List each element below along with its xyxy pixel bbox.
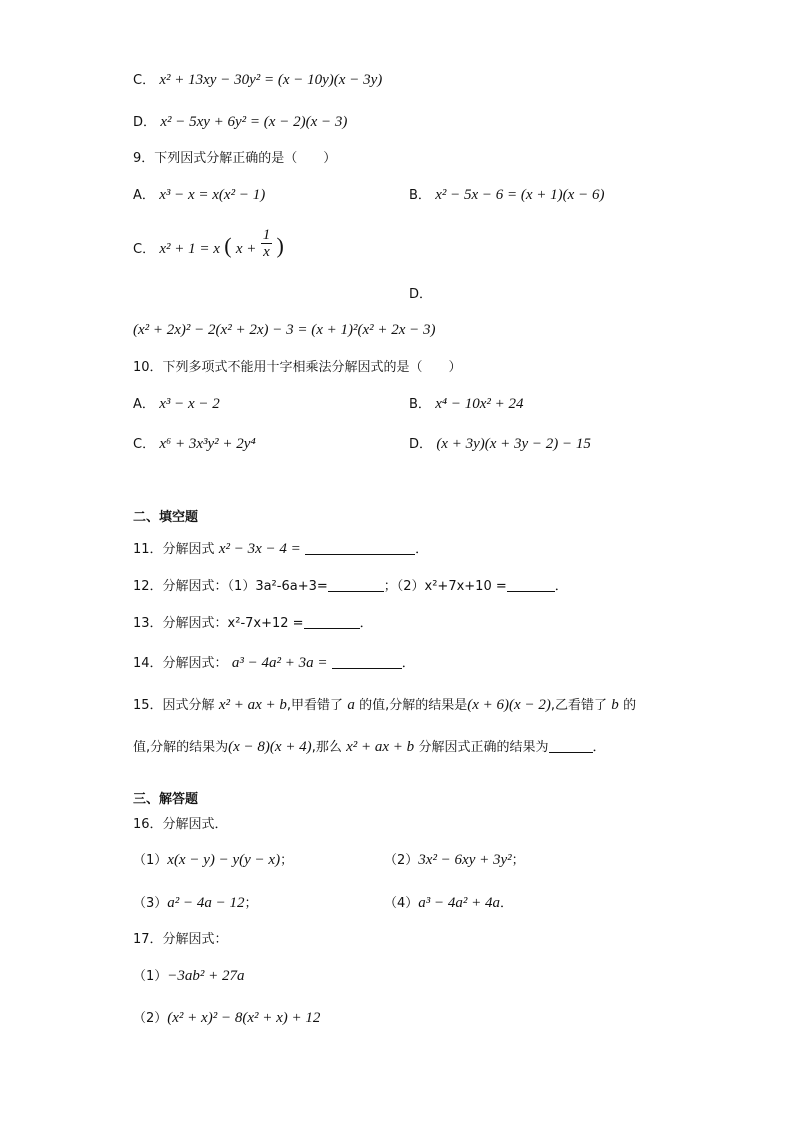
q15-math: (x + 6)(x − 2) (467, 697, 551, 713)
q9-option-d-label: D． (409, 287, 433, 302)
option-math: x² − 5x − 6 = (x + 1)(x − 6) (435, 187, 605, 203)
part-label: （3） (133, 896, 168, 911)
option-math: x² + 1 = x (159, 241, 220, 257)
option-math: x² − 5xy + 6y² = (x − 2)(x − 3) (160, 114, 348, 130)
q15-text: ,那么 (311, 740, 342, 755)
q13-end: ． (359, 616, 373, 631)
section-title-solve: 三、解答题 (133, 792, 199, 807)
q10-stem: 10．下列多项式不能用十字相乘法分解因式的是（ ） (133, 360, 462, 375)
q15-text: 值,分解的结果为 (133, 740, 229, 755)
q14-text: 14．分解因式： (133, 656, 228, 671)
fraction (261, 227, 273, 260)
q12-end: ． (554, 579, 568, 594)
answer-blank (332, 654, 402, 669)
q14-end: ． (401, 656, 415, 671)
option-math: x⁶ + 3x³y² + 2y⁴ (159, 436, 256, 452)
answer-blank (328, 577, 384, 592)
q15-text: 的值,分解的结果是 (359, 698, 468, 713)
q15-text: 分解因式正确的结果为 (418, 740, 549, 755)
q15-math: x² + ax + b (346, 739, 415, 755)
q10-option-b (409, 394, 524, 415)
option-label: A． (133, 188, 155, 203)
part-math: x(x − y) − y(y − x) (167, 852, 281, 868)
option-math: x² + 13xy − 30y² = (x − 10y)(x − 3y) (159, 72, 383, 88)
q11-text: 11．分解因式 (133, 542, 215, 557)
q10-option-d (409, 434, 591, 455)
fraction-numerator: 1 (262, 227, 271, 243)
q16-stem: 16．分解因式． (133, 817, 228, 832)
q12-text: 12．分解因式：（1）3a²-6a+3= (133, 579, 328, 594)
option-label: A． (133, 397, 155, 412)
option-math: (x² + 2x)² − 2(x² + 2x) − 3 = (x + 1)²(x² + 2x − 3) (133, 322, 436, 338)
part-end: ． (500, 896, 514, 911)
q8-option-d (133, 112, 347, 133)
part-math: (x² + x)² − 8(x² + x) + 12 (167, 1010, 321, 1026)
q9-option-c (133, 227, 284, 264)
q15-line-2 (133, 737, 606, 758)
option-label: D． (409, 437, 433, 452)
option-label: C． (133, 437, 156, 452)
q12 (133, 576, 568, 597)
part-label: （2） (133, 1011, 168, 1026)
q17-stem: 17．分解因式： (133, 932, 228, 947)
q15-text: ,乙看错了 (550, 698, 607, 713)
q11-math: x² − 3x − 4 = (218, 541, 301, 557)
option-label: D． (133, 115, 157, 130)
option-label: B． (409, 397, 431, 412)
right-paren: ) (276, 233, 284, 258)
q16-part-2 (384, 850, 525, 871)
q11-end: ． (415, 542, 429, 557)
q16-part-3 (133, 893, 258, 914)
part-label: （1） (133, 853, 168, 868)
q14-math: a³ − 4a² + 3a = (231, 655, 328, 671)
part-end: ； (511, 853, 525, 868)
part-math: a² − 4a − 12 (167, 895, 245, 911)
q9-option-d (133, 320, 436, 340)
part-label: （2） (384, 853, 419, 868)
part-math: −3ab² + 27a (167, 968, 245, 984)
q10-option-a (133, 394, 220, 415)
left-paren: ( (224, 233, 232, 258)
q8-option-c (133, 70, 382, 91)
option-math: x³ − x = x(x² − 1) (159, 187, 266, 203)
q15-line-1 (133, 695, 636, 716)
part-end: ； (244, 896, 258, 911)
option-math: x⁴ − 10x² + 24 (435, 396, 524, 412)
q15-text: 的 (623, 698, 637, 713)
q13-text: 13．分解因式：x²-7x+12 = (133, 616, 304, 631)
option-label: C． (133, 242, 156, 257)
q11 (133, 539, 428, 560)
q17-part-1 (133, 966, 245, 987)
q15-math: (x − 8)(x + 4) (228, 739, 312, 755)
q15-math: x² + ax + b (218, 697, 287, 713)
q16-part-4 (384, 893, 513, 914)
part-math: 3x² − 6xy + 3y² (418, 852, 512, 868)
q15-math: b (611, 697, 619, 713)
option-math: x³ − x − 2 (159, 396, 220, 412)
part-label: （1） (133, 969, 168, 984)
section-title-fill-blank: 二、填空题 (133, 510, 199, 525)
q9-stem: 9．下列因式分解正确的是（ ） (133, 151, 337, 166)
q15-text: ,甲看错了 (286, 698, 344, 713)
q13 (133, 613, 373, 634)
q9-option-b (409, 185, 604, 206)
q16-part-1 (133, 850, 293, 871)
part-math: a³ − 4a² + 4a (418, 895, 501, 911)
fraction-denominator: x (263, 244, 270, 260)
option-math: (x + 3y)(x + 3y − 2) − 15 (436, 436, 591, 452)
q15-end: ． (592, 740, 606, 755)
answer-blank (304, 614, 360, 629)
q17-part-2 (133, 1008, 320, 1029)
q15-math: a (347, 697, 355, 713)
q10-option-c (133, 434, 256, 455)
answer-blank (549, 738, 593, 753)
part-end: ； (280, 853, 294, 868)
q12-mid: ；（2）x²+7x+10 = (383, 579, 507, 594)
answer-blank (305, 540, 415, 555)
variable-x: x + (235, 241, 257, 257)
answer-blank (507, 577, 555, 592)
q14 (133, 653, 415, 674)
q9-option-a (133, 185, 265, 206)
q15-text: 15．因式分解 (133, 698, 215, 713)
option-label: C． (133, 73, 156, 88)
option-label: B． (409, 188, 431, 203)
part-label: （4） (384, 896, 419, 911)
